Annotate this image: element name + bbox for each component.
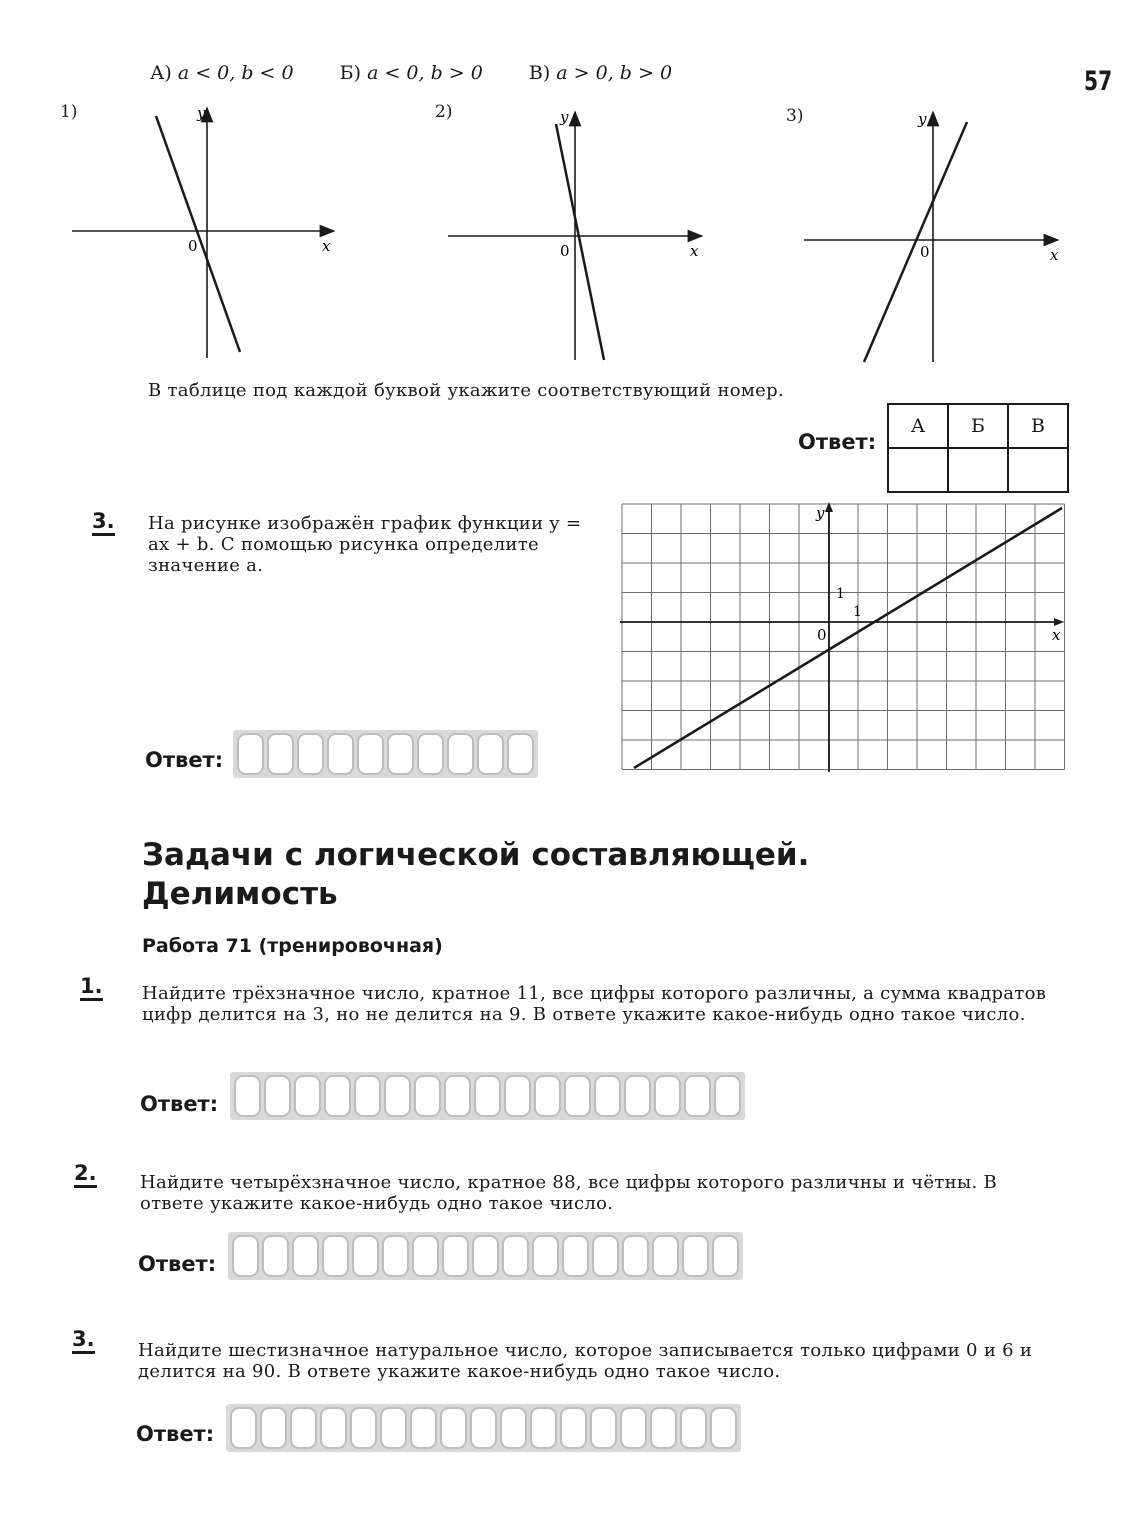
answer-cell[interactable] xyxy=(710,1407,737,1449)
answer-cell[interactable] xyxy=(412,1235,439,1277)
grid-unit-y: 1 xyxy=(836,586,845,602)
task-3-answer-boxes[interactable] xyxy=(226,1404,741,1452)
option-c: В) a > 0, b > 0 xyxy=(528,62,673,84)
answer-cell[interactable] xyxy=(534,1075,561,1117)
answer-cell[interactable] xyxy=(414,1075,441,1117)
prev-task-3-answer-label: Ответ: xyxy=(145,748,224,772)
table-header-b: Б xyxy=(948,404,1008,448)
graph-3-line xyxy=(864,122,967,362)
answer-cell[interactable] xyxy=(622,1235,649,1277)
graph-1-line xyxy=(156,116,240,352)
answer-cell[interactable] xyxy=(352,1235,379,1277)
graph-2-y-label: y xyxy=(560,108,569,126)
table-cell-v[interactable] xyxy=(1008,448,1068,492)
table-answer-label: Ответ: xyxy=(798,430,877,454)
answer-cell[interactable] xyxy=(262,1235,289,1277)
answer-cell[interactable] xyxy=(234,1075,261,1117)
answer-cell[interactable] xyxy=(650,1407,677,1449)
graph-3-number: 3) xyxy=(786,106,804,126)
table-instruction: В таблице под каждой буквой укажите соответствующий номер. xyxy=(148,380,784,401)
graph-1-origin: 0 xyxy=(188,237,198,255)
answer-cell[interactable] xyxy=(447,733,474,775)
answer-cell[interactable] xyxy=(594,1075,621,1117)
task-1-number: 1. xyxy=(80,975,103,1001)
answer-cell[interactable] xyxy=(680,1407,707,1449)
grid-y-label: y xyxy=(816,504,825,522)
answer-cell[interactable] xyxy=(507,733,534,775)
grid-unit-x: 1 xyxy=(853,604,862,620)
answer-cell[interactable] xyxy=(297,733,324,775)
table-header-v: В xyxy=(1008,404,1068,448)
answer-cell[interactable] xyxy=(327,733,354,775)
answer-cell[interactable] xyxy=(294,1075,321,1117)
task-3-text: Найдите шестизначное натуральное число, которое записывается только цифрами 0 и 6 и делится на 90. В ответе укажите какое-нибудь одно такое число. xyxy=(138,1340,1033,1382)
answer-cell[interactable] xyxy=(417,733,444,775)
prev-task-3-answer-boxes[interactable] xyxy=(233,730,538,778)
graph-1-x-label: x xyxy=(322,237,331,255)
answer-cell[interactable] xyxy=(292,1235,319,1277)
task-3-answer-label: Ответ: xyxy=(136,1422,215,1446)
graph-2-origin: 0 xyxy=(560,242,570,260)
grid-x-label: x xyxy=(1052,626,1061,644)
answer-cell[interactable] xyxy=(532,1235,559,1277)
answer-cell[interactable] xyxy=(560,1407,587,1449)
answer-cell[interactable] xyxy=(712,1235,739,1277)
answer-cell[interactable] xyxy=(477,733,504,775)
table-header-a: А xyxy=(888,404,948,448)
task-1-answer-boxes[interactable] xyxy=(230,1072,745,1120)
section-title: Задачи с логической составляющей. Делимость xyxy=(142,837,810,912)
work-title: Работа 71 (тренировочная) xyxy=(142,935,443,957)
graph-3 xyxy=(796,104,1076,366)
answer-cell[interactable] xyxy=(290,1407,317,1449)
answer-cell[interactable] xyxy=(624,1075,651,1117)
graph-3-origin: 0 xyxy=(920,243,930,261)
answer-cell[interactable] xyxy=(652,1235,679,1277)
task-3-number: 3. xyxy=(72,1328,95,1354)
task-1-text: Найдите трёхзначное число, кратное 11, все цифры которого различны, а сумма квадратов цифр делится на 3, но не делится на 9. В ответе укажите какое-нибудь одно такое число. xyxy=(142,983,1047,1025)
answer-cell[interactable] xyxy=(500,1407,527,1449)
graph-1 xyxy=(60,100,350,360)
answer-cell[interactable] xyxy=(502,1235,529,1277)
function-line xyxy=(634,508,1062,768)
answer-cell[interactable] xyxy=(682,1235,709,1277)
graph-3-y-label: y xyxy=(918,110,927,128)
answer-cell[interactable] xyxy=(590,1407,617,1449)
answer-cell[interactable] xyxy=(387,733,414,775)
table-cell-b[interactable] xyxy=(948,448,1008,492)
answer-cell[interactable] xyxy=(237,733,264,775)
answer-cell[interactable] xyxy=(654,1075,681,1117)
answer-cell[interactable] xyxy=(232,1235,259,1277)
grid-graph xyxy=(620,502,1068,778)
answer-table xyxy=(887,403,1069,493)
answer-cell[interactable] xyxy=(382,1235,409,1277)
task-2-answer-boxes[interactable] xyxy=(228,1232,743,1280)
answer-cell[interactable] xyxy=(470,1407,497,1449)
graph-1-y-label: y xyxy=(197,104,206,122)
grid-origin: 0 xyxy=(817,626,827,644)
page-number: 57 xyxy=(1084,66,1113,97)
answer-cell[interactable] xyxy=(440,1407,467,1449)
option-a: А) a < 0, b < 0 xyxy=(150,62,294,84)
table-cell-a[interactable] xyxy=(888,448,948,492)
graph-3-x-label: x xyxy=(1050,246,1059,264)
answer-cell[interactable] xyxy=(410,1407,437,1449)
answer-cell[interactable] xyxy=(530,1407,557,1449)
answer-cell[interactable] xyxy=(562,1235,589,1277)
task-2-number: 2. xyxy=(74,1162,97,1188)
answer-cell[interactable] xyxy=(354,1075,381,1117)
answer-cell[interactable] xyxy=(442,1235,469,1277)
task-1-answer-label: Ответ: xyxy=(140,1092,219,1116)
prev-task-3-number: 3. xyxy=(92,510,115,536)
answer-cell[interactable] xyxy=(324,1075,351,1117)
task-2-answer-label: Ответ: xyxy=(138,1252,217,1276)
grid-x-arrow xyxy=(1054,618,1064,626)
options-line xyxy=(150,62,712,84)
answer-cell[interactable] xyxy=(384,1075,411,1117)
option-b: Б) a < 0, b > 0 xyxy=(339,62,483,84)
answer-cell[interactable] xyxy=(264,1075,291,1117)
answer-cell[interactable] xyxy=(230,1407,257,1449)
answer-cell[interactable] xyxy=(320,1407,347,1449)
graph-2 xyxy=(440,100,720,362)
answer-cell[interactable] xyxy=(474,1075,501,1117)
answer-cell[interactable] xyxy=(620,1407,647,1449)
graph-1-number: 1) xyxy=(60,102,78,122)
prev-task-3-text: На рисунке изображён график функции y = ax + b. С помощью рисунка определите значение a. xyxy=(148,513,582,576)
answer-cell[interactable] xyxy=(592,1235,619,1277)
answer-cell[interactable] xyxy=(380,1407,407,1449)
answer-cell[interactable] xyxy=(714,1075,741,1117)
graph-2-x-label: x xyxy=(690,242,699,260)
answer-cell[interactable] xyxy=(350,1407,377,1449)
answer-cell[interactable] xyxy=(322,1235,349,1277)
answer-cell[interactable] xyxy=(260,1407,287,1449)
answer-cell[interactable] xyxy=(472,1235,499,1277)
answer-cell[interactable] xyxy=(267,733,294,775)
graph-2-number: 2) xyxy=(435,102,453,122)
answer-cell[interactable] xyxy=(564,1075,591,1117)
answer-cell[interactable] xyxy=(504,1075,531,1117)
answer-cell[interactable] xyxy=(357,733,384,775)
task-2-text: Найдите четырёхзначное число, кратное 88, все цифры которого различны и чётны. В ответе укажите какое-нибудь одно такое число. xyxy=(140,1172,998,1214)
answer-cell[interactable] xyxy=(684,1075,711,1117)
answer-cell[interactable] xyxy=(444,1075,471,1117)
